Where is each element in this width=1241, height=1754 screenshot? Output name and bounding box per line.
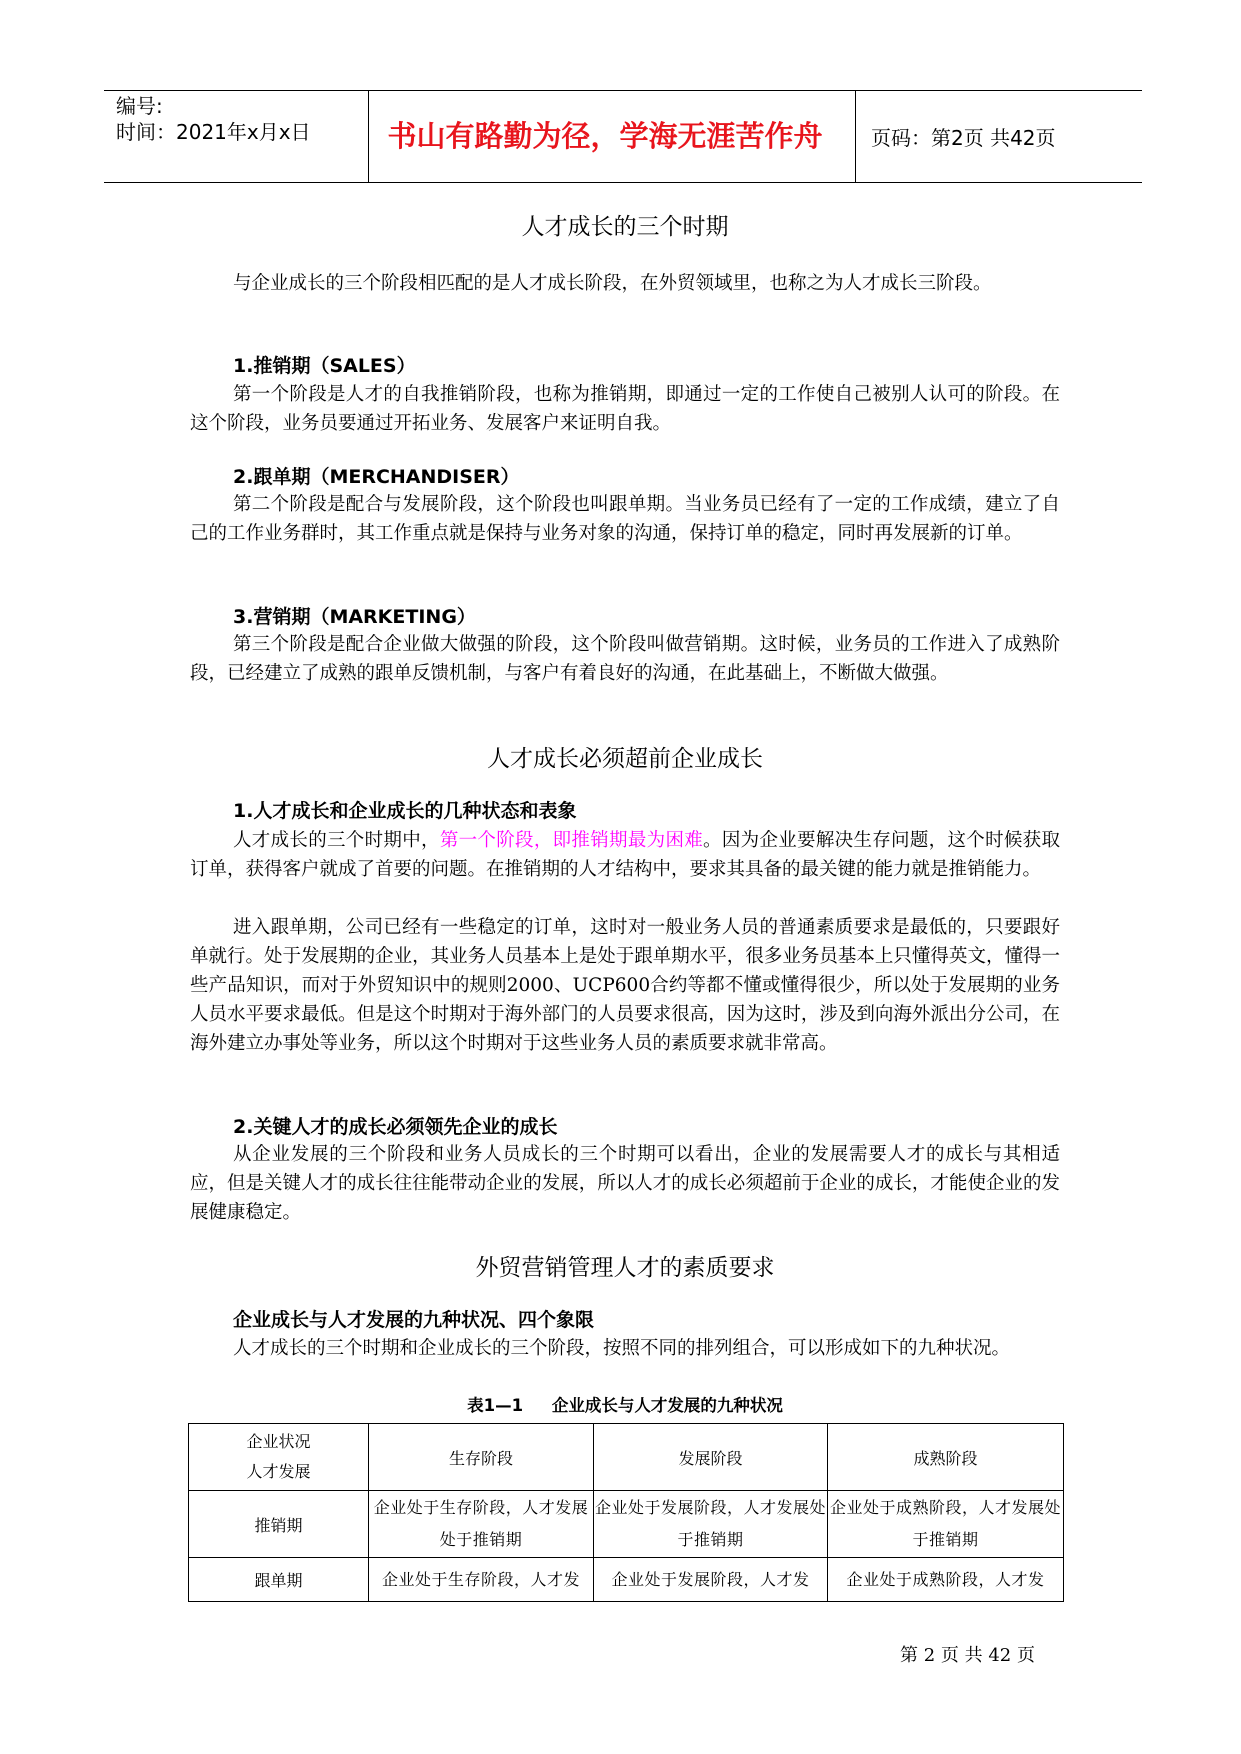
paragraph: 从企业发展的三个阶段和业务人员成长的三个时期可以看出，企业的发展需要人才的成长与其相适应，但是关键人才的成长往往能带动企业的发展，所以人才的成长必须超前于企业的成长，才能使企业的发展健康稳定。	[190, 1144, 1060, 1223]
nine-situations-table	[188, 1423, 1064, 1602]
table-row	[189, 1491, 1064, 1558]
paragraph: 人才成长的三个时期和企业成长的三个阶段，按照不同的排列组合，可以形成如下的九种状况。	[233, 1338, 1011, 1359]
paragraph-text: 。因为企业要解决生存问题，这个时候获取订单，获得客户就成了首要的问题。在推销期的人才结构中，要求其具备的最关键的能力就是推销能力。	[190, 830, 1060, 880]
table-cell: 企业处于生存阶段，人才发展处于推销期	[369, 1491, 594, 1558]
corner-bottom-label: 人才发展	[246, 1462, 311, 1481]
header-page-label: 页码：第2页 共42页	[871, 126, 1056, 150]
section-title: 人才成长必须超前企业成长	[487, 746, 763, 772]
paragraph: 第二个阶段是配合与发展阶段，这个阶段也叫跟单期。当业务员已经有了一定的工作成绩，建立了自己的工作业务群时，其工作重点就是保持与业务对象的沟通，保持订单的稳定，同时再发展新的订单。	[190, 494, 1060, 544]
subsection-heading: 1.推销期（SALES）	[233, 355, 416, 377]
row-label: 推销期	[189, 1491, 369, 1558]
subsection-heading: 3.营销期（MARKETING）	[233, 606, 476, 628]
table-corner-cell	[189, 1424, 369, 1491]
section-title: 外贸营销管理人才的素质要求	[475, 1255, 775, 1281]
paragraph: 进入跟单期，公司已经有一些稳定的订单，这时对一般业务人员的普通素质要求是最低的，只要跟好单就行。处于发展期的企业，其业务人员基本上是处于跟单期水平，很多业务员基本上只懂得英文，懂得一些产品知识，而对于外贸知识中的规则2000、UCP600合约等都不懂或懂得很少，所以处于发展期的业务人员水平要求最低。但是这个时期对于海外部门的人员要求很高，因为这时，涉及到向海外派出分公司，在海外建立办事处等业务，所以这个时期对于这些业务人员的素质要求就非常高。	[190, 917, 1060, 1054]
table-cell: 企业处于生存阶段，人才发	[369, 1558, 594, 1602]
table-caption: 表1—1 企业成长与人才发展的九种状况	[467, 1396, 783, 1415]
table-row	[189, 1558, 1064, 1602]
column-header: 生存阶段	[369, 1424, 594, 1491]
subsection-heading: 1.人才成长和企业成长的几种状态和表象	[233, 800, 577, 822]
header-divider-left	[368, 90, 369, 182]
document-time: 时间：2021年x月x日	[116, 120, 311, 144]
corner-top-label: 企业状况	[246, 1432, 311, 1451]
paragraph: 第一个阶段是人才的自我推销阶段，也称为推销期，即通过一定的工作使自己被别人认可的阶段。在这个阶段，业务员要通过开拓业务、发展客户来证明自我。	[190, 384, 1060, 434]
subsection-heading: 2.关键人才的成长必须领先企业的成长	[233, 1116, 558, 1138]
column-header: 发展阶段	[594, 1424, 828, 1491]
subsection-heading: 2.跟单期（MERCHANDISER）	[233, 466, 520, 488]
column-header: 成熟阶段	[828, 1424, 1064, 1491]
table-cell: 企业处于发展阶段，人才发	[594, 1558, 828, 1602]
highlighted-text: 第一个阶段，即推销期最为困难	[439, 830, 704, 851]
section-title: 人才成长的三个时期	[521, 214, 729, 240]
paragraph: 第三个阶段是配合企业做大做强的阶段，这个阶段叫做营销期。这时候，业务员的工作进入了成熟阶段，已经建立了成熟的跟单反馈机制，与客户有着良好的沟通，在此基础上，不断做大做强。	[190, 634, 1060, 684]
table-cell: 企业处于成熟阶段，人才发	[828, 1558, 1064, 1602]
table-header-row	[189, 1424, 1064, 1491]
paragraph: 与企业成长的三个阶段相匹配的是人才成长阶段，在外贸领域里，也称之为人才成长三阶段。	[233, 273, 992, 294]
header-motto: 书山有路勤为径，学海无涯苦作舟	[387, 119, 823, 153]
table-cell: 企业处于成熟阶段，人才发展处于推销期	[828, 1491, 1064, 1558]
header-bottom-rule	[104, 182, 1142, 183]
header-divider-right	[855, 90, 856, 182]
subsection-heading: 企业成长与人才发展的九种状况、四个象限	[233, 1309, 595, 1331]
row-label: 跟单期	[189, 1558, 369, 1602]
header-top-rule	[104, 90, 1142, 91]
table-cell: 企业处于发展阶段，人才发展处于推销期	[594, 1491, 828, 1558]
document-number: 编号:	[116, 94, 163, 118]
paragraph-text: 人才成长的三个时期中，	[233, 830, 440, 851]
page-footer: 第 2 页 共 42 页	[900, 1645, 1035, 1666]
paragraph-highlighted	[190, 826, 1060, 884]
